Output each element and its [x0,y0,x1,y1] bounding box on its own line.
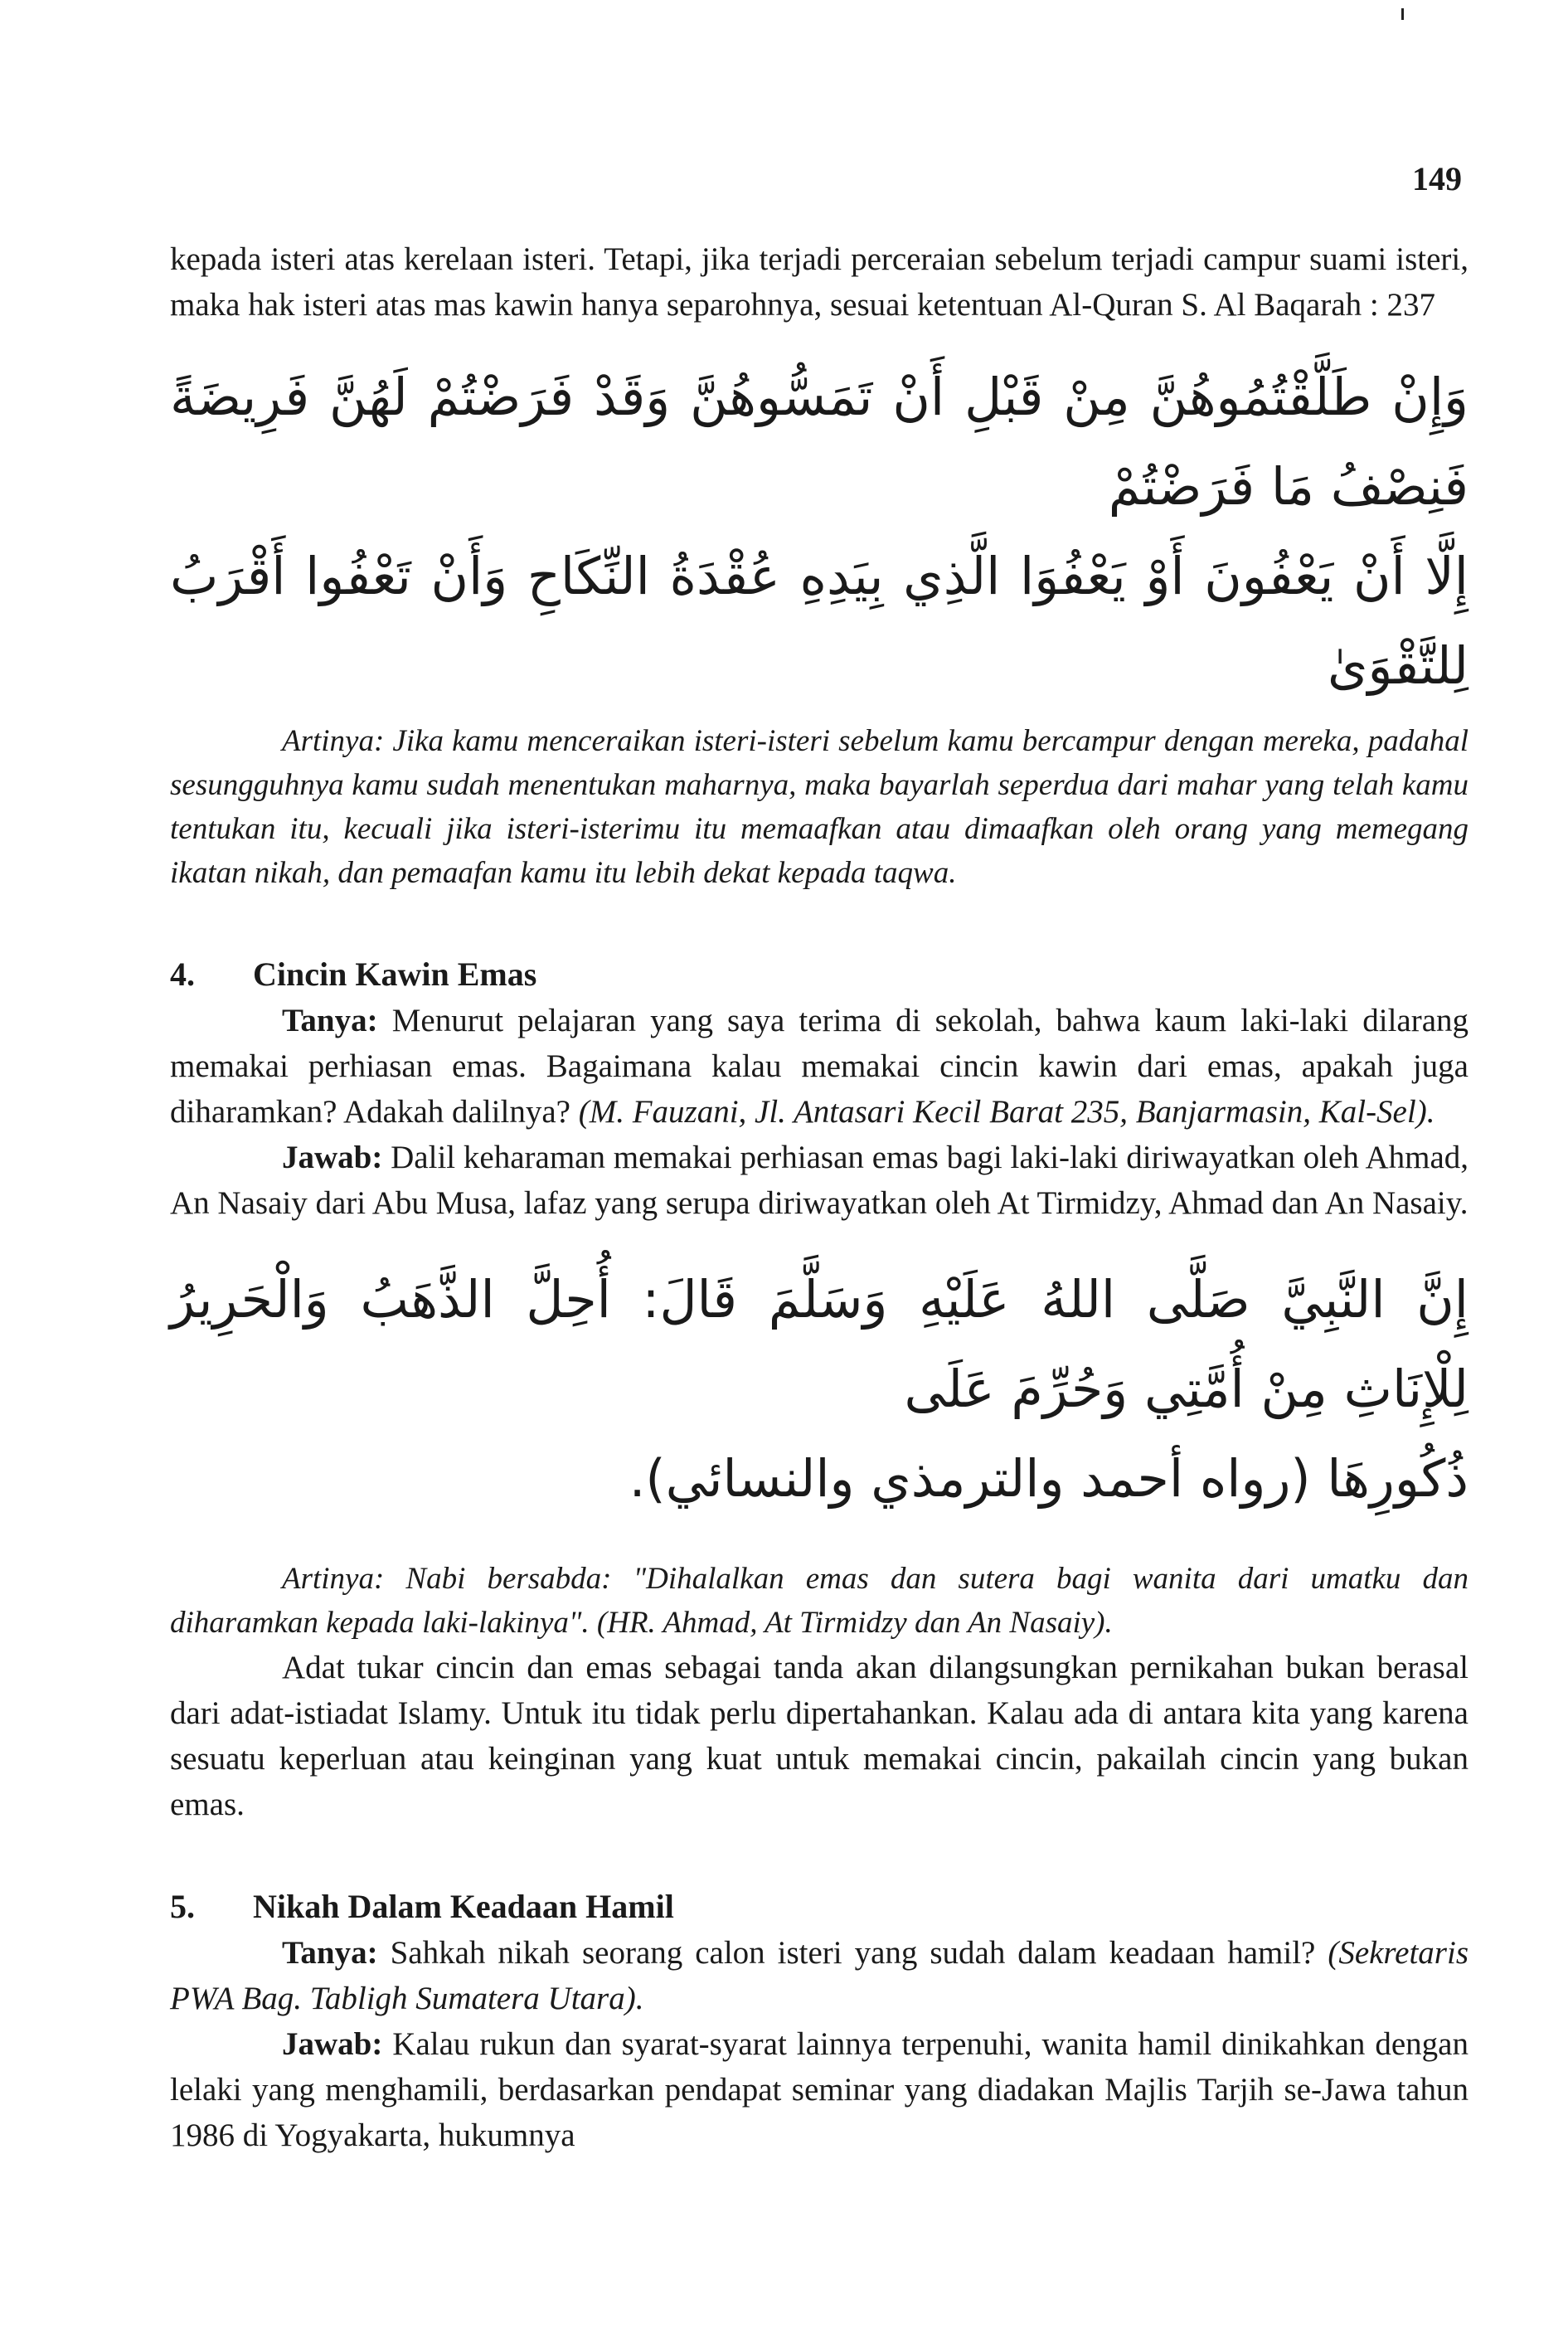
hadith-arabic [170,1255,1468,1524]
section-5-answer [170,2021,1468,2158]
scan-artifact [1401,8,1404,20]
question-source: (Sekretaris PWA Bag. Tabligh Sumatera Utara). [170,1935,1469,2016]
quran-verse-arabic [170,353,1468,711]
section-4-heading [170,951,1468,998]
question-label: Tanya: [282,1003,378,1038]
hadith-line-1: إِنَّ النَّبِيَّ صَلَّى اللهُ عَلَيْهِ وَسَلَّمَ قَالَ: أُحِلَّ الذَّهَبُ وَالْحَرِيرُ لِلْإِنَاثِ مِنْ أُمَّتِي وَحُرِّمَ عَلَى [170,1269,1468,1419]
intro-paragraph: kepada isteri atas kerelaan isteri. Tetapi, jika terjadi perceraian sebelum terjadi campur suami isteri, maka hak isteri atas mas kawin hanya separohnya, sesuai ketentuan Al-Quran S. Al Baqarah : 237 [170,241,1468,323]
question-text: Sahkah nikah seorang calon isteri yang sudah dalam keadaan hamil? [390,1935,1316,1971]
verse-translation: Artinya: Jika kamu menceraikan isteri-isteri sebelum kamu bercampur dengan mereka, padahal sesungguhnya kamu sudah menentukan maharnya, maka bayarlah seperdua dari mahar yang telah kamu tentukan itu, kecuali jika isteri-isterimu itu memaafkan atau dimaafkan oleh orang yang memegang ikatan nikah, dan pemaafan kamu itu lebih dekat kepada taqwa. [170,724,1468,890]
page-number: 149 [1412,160,1462,197]
question-source: (M. Fauzani, Jl. Antasari Kecil Barat 235, Banjarmasin, Kal-Sel). [578,1094,1435,1130]
section-4-question [170,998,1468,1135]
quran-verse-line-1: وَإِنْ طَلَّقْتُمُوهُنَّ مِنْ قَبْلِ أَنْ تَمَسُّوهُنَّ وَقَدْ فَرَضْتُمْ لَهُنَّ فَرِيضَةً فَنِصْفُ مَا فَرَضْتُمْ [170,367,1468,517]
section-5-heading [170,1884,1468,1930]
hadith-line-2: ذُكُورِهَا (رواه أحمد والترمذي والنسائي). [629,1448,1468,1509]
answer-label: Jawab: [282,2026,383,2062]
section-5-number: 5. [170,1888,195,1925]
question-label: Tanya: [282,1935,378,1971]
section-4-number: 4. [170,955,195,993]
answer-label: Jawab: [282,1140,383,1175]
section-4-answer [170,1135,1468,1226]
section-5-title: Nikah Dalam Keadaan Hamil [253,1888,674,1925]
question-text: Menurut pelajaran yang saya terima di sekolah, bahwa kaum laki-laki dilarang memakai perhiasan emas. Bagaimana kalau memakai cincin kawin dari emas, apakah juga diharamkan? Adakah dalilnya? [170,1003,1469,1130]
section-4-closing: Adat tukar cincin dan emas sebagai tanda akan dilangsungkan pernikahan bukan berasal dari adat-istiadat Islamy. Untuk itu tidak perlu dipertahankan. Kalau ada di antara kita yang karena sesuatu keperluan atau keinginan yang kuat untuk memakai cincin, pakailah cincin yang bukan emas. [170,1650,1468,1822]
answer-text: Dalil keharaman memakai perhiasan emas bagi laki-laki diriwayatkan oleh Ahmad, An Nasaiy dari Abu Musa, lafaz yang serupa diriwayatkan oleh At Tirmidzy, Ahmad dan An Nasaiy. [170,1140,1469,1221]
quran-verse-line-2: إِلَّا أَنْ يَعْفُونَ أَوْ يَعْفُوَا الَّذِي بِيَدِهِ عُقْدَةُ النِّكَاحِ وَأَنْ تَعْفُوا أَقْرَبُ لِلتَّقْوَىٰ [170,546,1468,696]
section-5-question [170,1930,1468,2021]
hadith-translation: Artinya: Nabi bersabda: "Dihalalkan emas dan sutera bagi wanita dari umatku dan diharamkan kepada laki-lakinya". (HR. Ahmad, At Tirmidzy dan An Nasaiy). [170,1562,1468,1640]
section-4-title: Cincin Kawin Emas [253,955,537,993]
answer-text: Kalau rukun dan syarat-syarat lainnya terpenuhi, wanita hamil dinikahkan dengan lelaki yang menghamili, berdasarkan pendapat seminar yang diadakan Majlis Tarjih se-Jawa tahun 1986 di Yogyakarta, hukumnya [170,2026,1468,2153]
page-content [170,236,1468,2158]
